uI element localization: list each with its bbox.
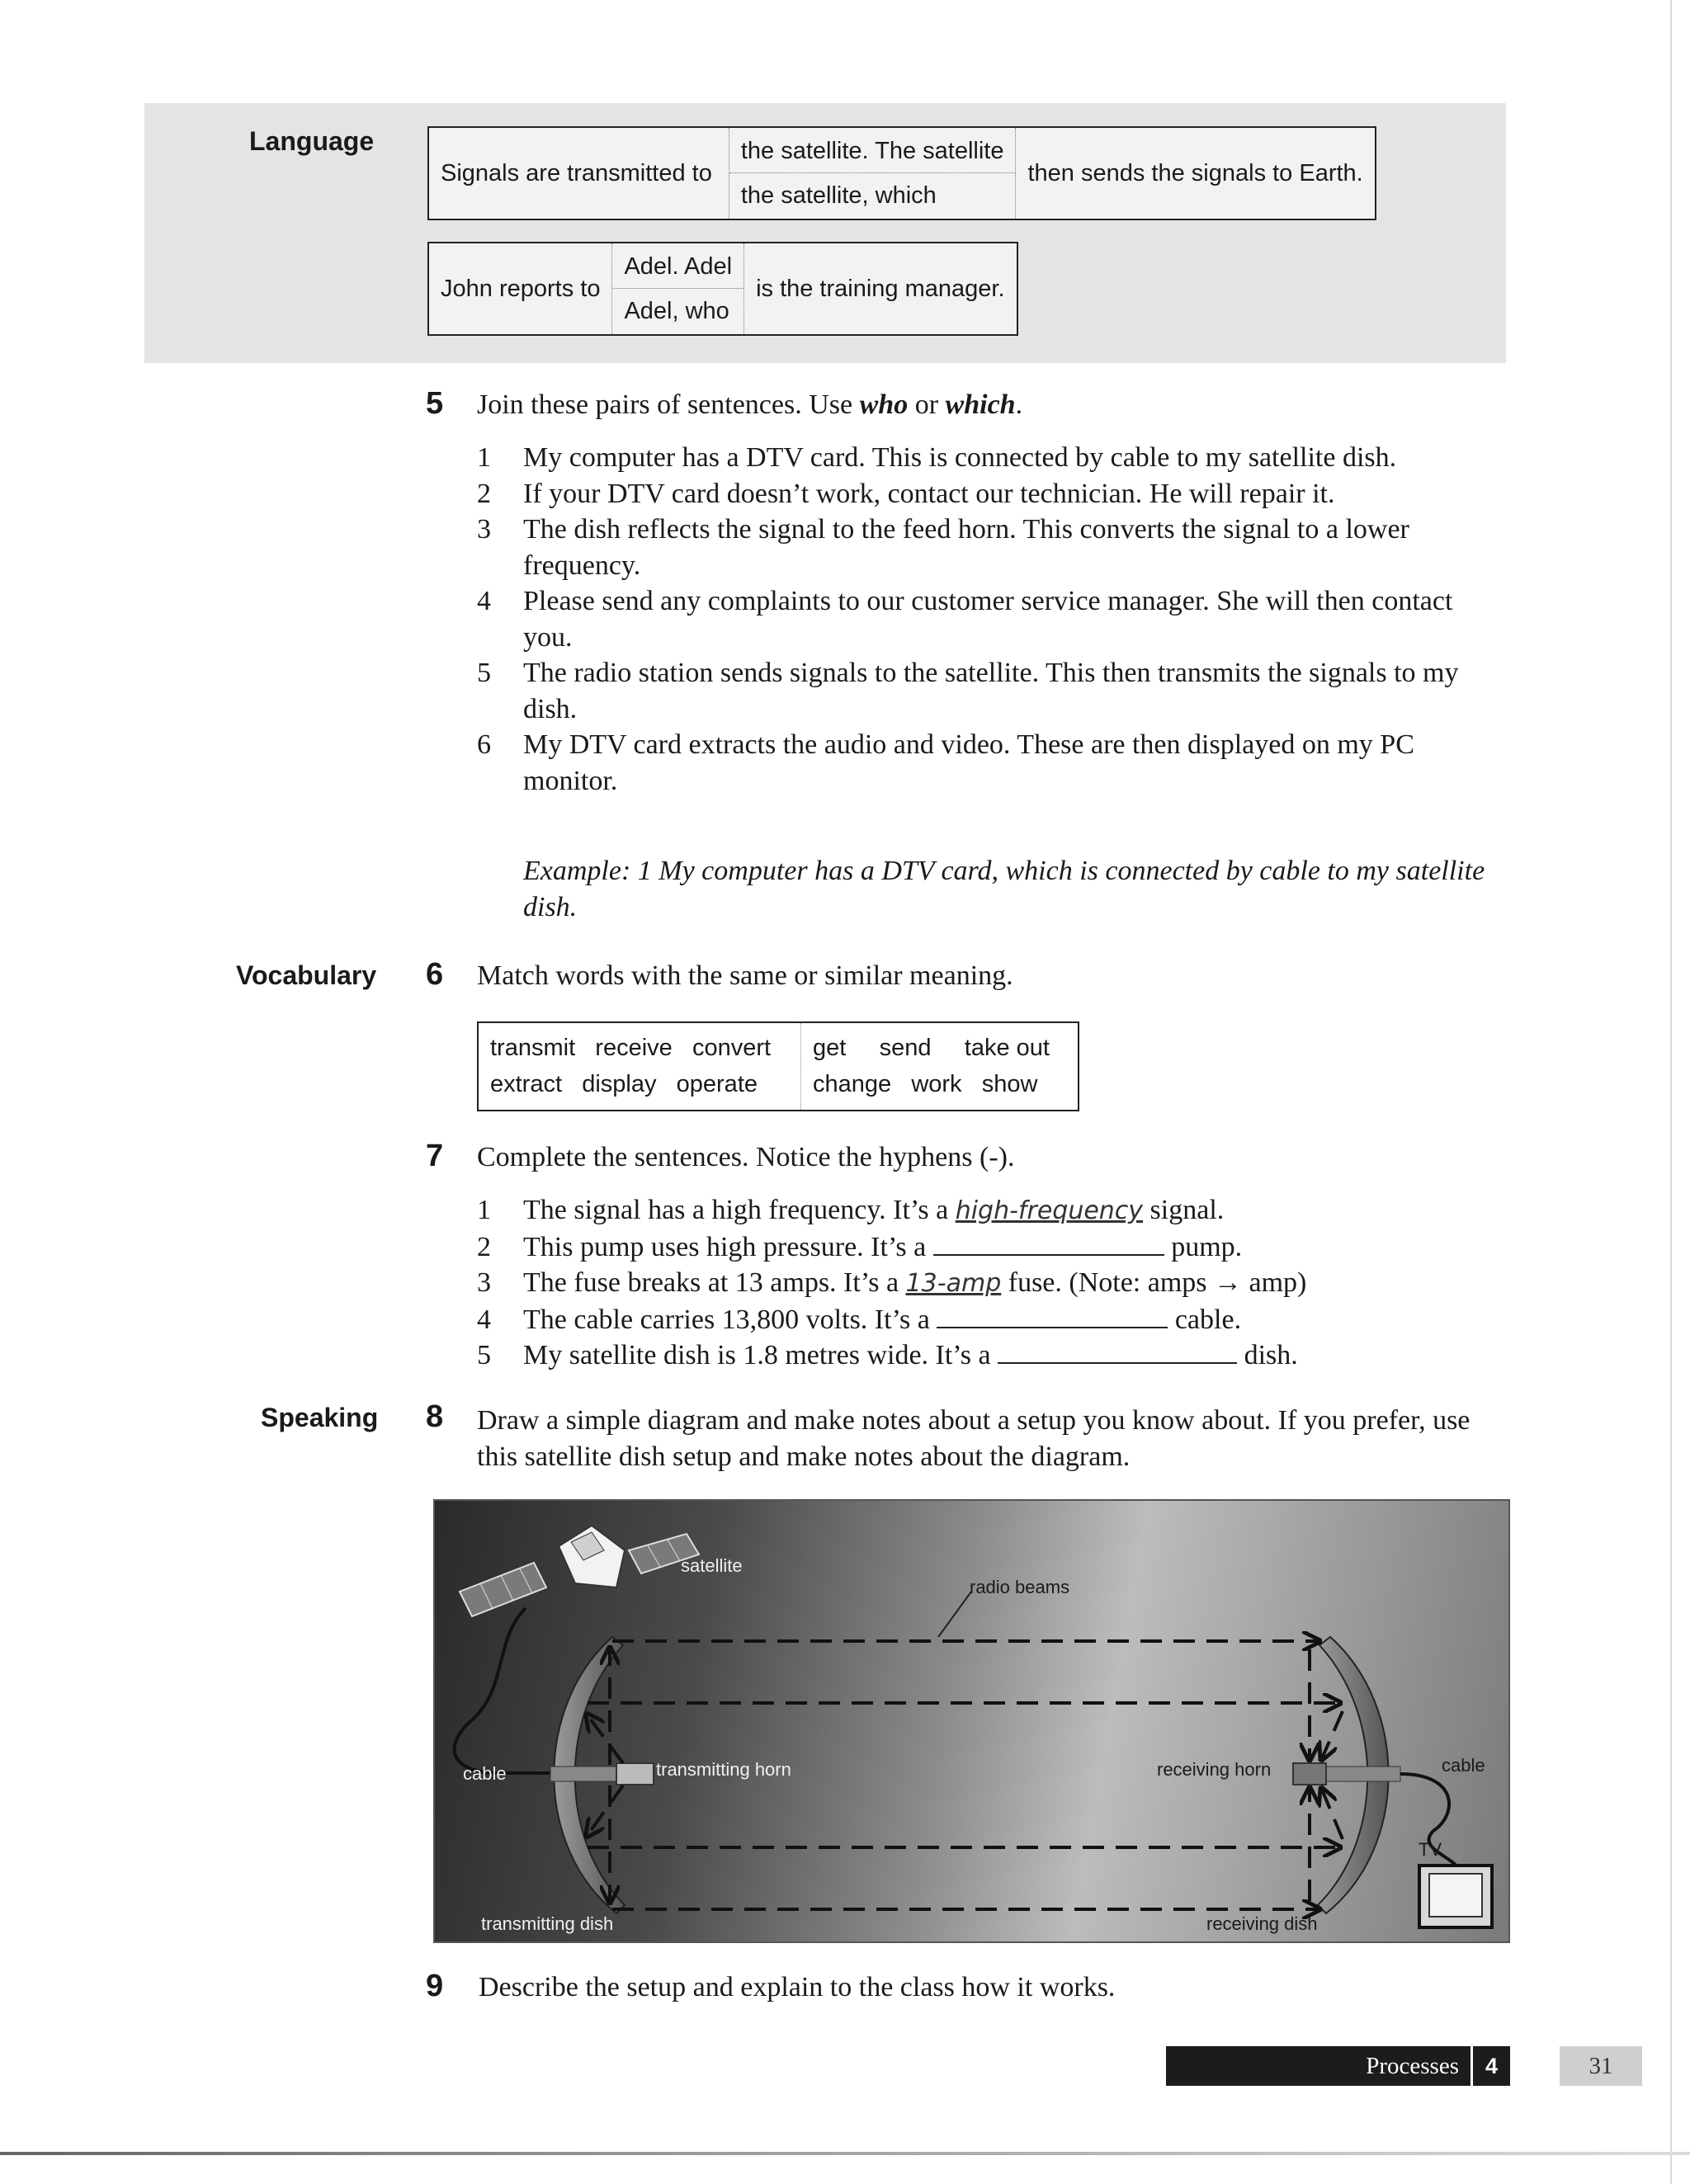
exercise-5-number: 5	[426, 386, 444, 421]
receiving-horn-icon	[1293, 1763, 1326, 1785]
transmitting-horn-label: transmitting horn	[656, 1759, 791, 1780]
exercise-6-number: 6	[426, 957, 444, 992]
word-row: get send take out	[813, 1035, 1050, 1061]
option-relative: Adel, who	[624, 298, 729, 324]
chapter-footer	[1166, 2046, 1510, 2086]
list-item: 1 The signal has a high frequency. It’s a high-frequency signal.	[477, 1195, 1225, 1225]
exercise-6-instruction: Match words with the same or similar meaning.	[477, 960, 1013, 991]
exercise-9-number: 9	[426, 1969, 444, 2003]
table-cell-end: is the training manager.	[744, 243, 1017, 335]
exercise-9-instruction: Describe the setup and explain to the class how it works.	[479, 1972, 1116, 2002]
exercise-5-instruction: Join these pairs of sentences. Use who or which.	[477, 389, 1023, 420]
word-row: change work show	[813, 1071, 1038, 1097]
answer-blank[interactable]	[937, 1304, 1168, 1328]
receiving-dish-label: receiving dish	[1206, 1913, 1318, 1934]
receiving-horn-label: receiving horn	[1157, 1759, 1272, 1780]
handwritten-answer: 13-amp	[905, 1269, 1002, 1298]
radio-beams-label: radio beams	[970, 1577, 1070, 1597]
list-item: 3 The fuse breaks at 13 amps. It’s a 13-amp fuse. (Note: amps → amp)	[477, 1267, 1307, 1298]
option-sentence: Adel. Adel	[612, 244, 744, 289]
option-sentence: the satellite. The satellite	[729, 129, 1016, 173]
exercise-7-instruction: Complete the sentences. Notice the hyphens (-).	[477, 1142, 1015, 1172]
list-item: 6 My DTV card extracts the audio and video. These are then displayed on my PC monitor.	[477, 729, 1414, 796]
tv-icon	[1419, 1866, 1492, 1927]
page-number: 31	[1560, 2046, 1642, 2086]
vocabulary-label: Vocabulary	[236, 960, 377, 990]
language-table-relative-which	[427, 126, 1376, 220]
cable-line	[455, 1608, 550, 1773]
exercise-8-instruction: Draw a simple diagram and make notes about a setup you know about. If you prefer, use this satellite dish setup and make notes about the diagram.	[477, 1405, 1470, 1472]
list-item: 3 The dish reflects the signal to the feed horn. This converts the signal to a lower frequency.	[477, 514, 1409, 581]
list-item: 2 This pump uses high pressure. It’s a pump.	[477, 1231, 1243, 1262]
chapter-title: Processes	[1366, 2052, 1459, 2079]
list-item: 5 The radio station sends signals to the satellite. This then transmits the signals to my dish.	[477, 658, 1459, 724]
satellite-icon	[460, 1526, 699, 1616]
table-cell-start: John reports to	[441, 275, 601, 302]
word-column-left	[479, 1023, 801, 1110]
exercise-5-list	[477, 440, 1500, 799]
language-label: Language	[249, 126, 375, 156]
table-cell-end: then sends the signals to Earth.	[1016, 127, 1376, 219]
exercise-5-example: Example: 1 My computer has a DTV card, which is connected by cable to my satellite dish.	[523, 856, 1485, 922]
table-cell-options	[729, 127, 1016, 219]
satellite-label: satellite	[681, 1555, 743, 1576]
exercise-7-list	[477, 1192, 1500, 1374]
page-edge-rule	[1670, 0, 1672, 2184]
word-column-right	[801, 1023, 1061, 1110]
answer-blank[interactable]	[933, 1231, 1164, 1256]
table-cell-options	[612, 243, 744, 335]
list-item: 1 My computer has a DTV card. This is connected by cable to my satellite dish.	[477, 442, 1397, 473]
transmitting-dish-label: transmitting dish	[481, 1913, 614, 1934]
option-relative: the satellite, which	[740, 182, 937, 209]
exercise-8-number: 8	[426, 1399, 444, 1434]
word-row: extract display operate	[490, 1071, 758, 1097]
bottom-scan-rule	[0, 2152, 1690, 2155]
cable-label-right: cable	[1442, 1755, 1485, 1776]
tv-label: TV	[1419, 1839, 1442, 1860]
list-item: 2 If your DTV card doesn’t work, contact our technician. He will repair it.	[477, 478, 1335, 509]
chapter-number: 4	[1470, 2046, 1510, 2086]
satellite-dish-diagram	[433, 1499, 1510, 1943]
exercise-7-number: 7	[426, 1139, 444, 1173]
cable-label-left: cable	[463, 1763, 507, 1784]
table-cell-start: Signals are transmitted to	[441, 159, 712, 186]
vocabulary-word-box	[477, 1021, 1079, 1111]
word-row: transmit receive convert	[490, 1035, 772, 1061]
language-table-relative-who	[427, 242, 1018, 336]
list-item: 4 The cable carries 13,800 volts. It’s a cable.	[477, 1304, 1242, 1335]
label-pointer	[938, 1592, 971, 1637]
list-item: 5 My satellite dish is 1.8 metres wide. It’s a dish.	[477, 1340, 1298, 1370]
diagram-graphics	[435, 1501, 1508, 1941]
speaking-label: Speaking	[261, 1403, 379, 1432]
handwritten-answer: high-frequency	[955, 1196, 1144, 1225]
answer-blank[interactable]	[998, 1339, 1237, 1364]
transmitting-horn-icon	[616, 1763, 654, 1785]
list-item: 4 Please send any complaints to our customer service manager. She will then contact you.	[477, 586, 1453, 653]
